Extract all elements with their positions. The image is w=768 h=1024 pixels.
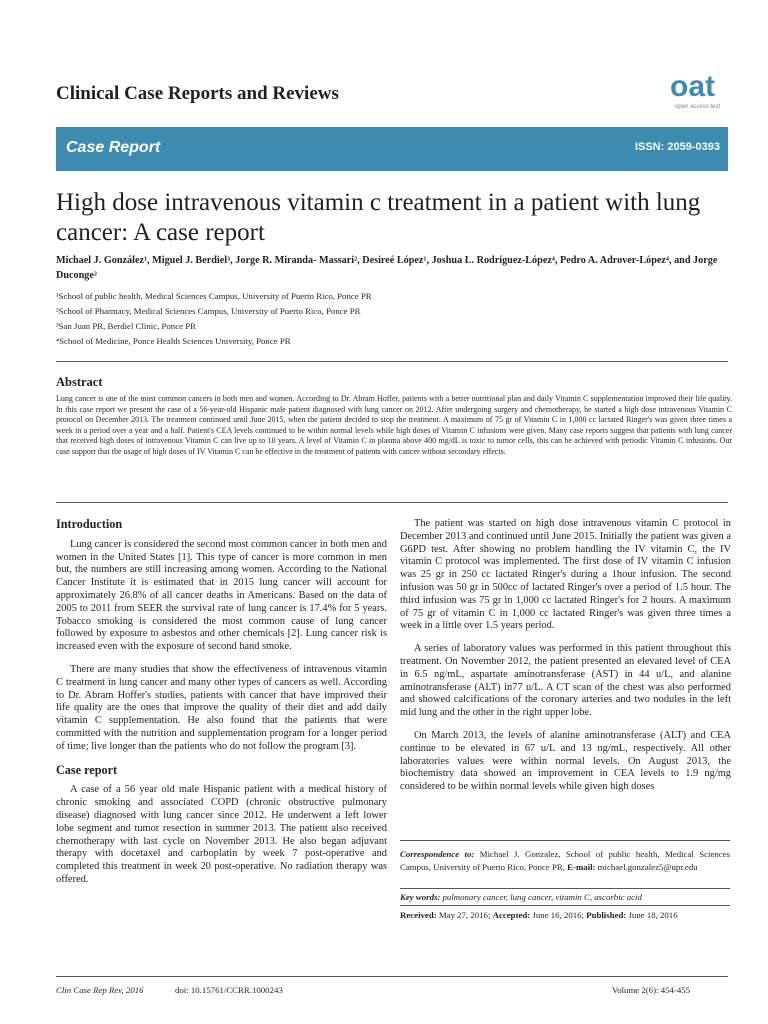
affiliation: ³San Juan PR, Berdiel Clinic, Ponce PR (56, 321, 196, 331)
article-title: High dose intravenous vitamin c treatment in a patient with lung cancer: A case report (56, 189, 701, 246)
keywords (400, 892, 730, 902)
affiliation: ²School of Pharmacy, Medical Sciences Campus, University of Puerto Rico, Ponce PR (56, 306, 361, 316)
correspondence-text: Michael J. Gonzalez, School of public health, Medical Sciences Campus, University of Puerto Rico, Ponce PR, (400, 849, 730, 872)
email-address[interactable]: michael.gonzalez5@upr.edu (595, 861, 698, 872)
paragraph: A case of a 56 year old male Hispanic patient with a medical history of chronic smoking and associated COPD (chronic obstructive pulmonary disease) diagnosed with lung cancer since 2012. He underwent a left lower lobe segment and tumor resection in summer 2013. The patient also received chemotherapy with last cycle on November 2013. He also began adjuvant therapy with docetaxel and carboplatin by week 7 post-operative and completed this treatment in week 20 post-operative. No radiation therapy was offered. (56, 784, 387, 885)
article-type: Case Report (66, 139, 161, 156)
correspondence-label: Correspondence to: (400, 849, 475, 859)
left-column (56, 518, 387, 897)
footer-volume: Volume 2(6): 454-455 (612, 985, 691, 995)
email-label: E-mail: (567, 861, 596, 872)
footer-doi: doi: 10.15761/CCRR.1000243 (175, 985, 283, 995)
publisher-logo (666, 66, 736, 112)
affiliation: ⁴School of Medicine, Ponce Health Sciences University, Ponce PR (56, 336, 291, 346)
received-date: May 27, 2016; (436, 910, 493, 920)
logo-subtitle: open access text (675, 104, 721, 110)
issn: ISSN: 2059-0393 (635, 141, 720, 153)
accepted-label: Accepted: (492, 910, 531, 920)
correspondence (400, 848, 730, 873)
right-column (400, 518, 731, 804)
paragraph: The patient was started on high dose intravenous vitamin C protocol in December 2013 and continued until June 2015. Initially the patient was given a G6PD test. After showing no problem handling the IV vitamin C, the IV vitamin C protocol was implemented. The first dose of IV vitamin C infusion was 25 gr in 250 cc lactated Ringer's during a 1hour infusion. The second infusion was 50 gr in 500cc of lactated Ringer's over a period of 1.5 hour. The third infusion was 75 gr in 1,000 cc lactated Ringer's for 2 hours. A maximum of 75 gr of vitamin C in 1,000 cc lactated Ringer's was given three times a week in a little over 1.5 years period. (400, 518, 731, 632)
divider (56, 361, 728, 362)
received-label: Received: (400, 910, 437, 920)
paragraph: On March 2013, the levels of alanine aminotransferase (ALT) and CEA continue to be elevated in 67 u/L and 13 ng/mL, respectively. All other laboratories values were within normal levels. On August 2013, the biochemistry data showed an improvement in CEA levels to 1.9 ng/mg considered to be within normal levels while given high doses (400, 729, 731, 793)
section-heading-introduction: Introduction (56, 517, 123, 531)
abstract-text: Lung cancer is one of the most common cancers in both men and women. According to Dr. Abram Hoffer, patients with a better nutritional plan and daily Vitamin C supplementation improved their life quality. In this case report we present the case of a 56-year-old Hispanic male patient diagnosed with lung cancer on 2012. After undergoing surgery and chemotherapy, he started a high dose intravenous Vitamin C protocol on December 2013. The treatment continued until June 2015, when the patient decided to stop the treatment. A maximum of 75 gr of Vitamin C in 1,000 cc lactated Ringer's was given three times a week in a period over a year and a half. Patient's CEA levels continued to be within normal levels while high doses of Vitamin C infusions were given. Many case reports suggest that patients with lung cancer that received high doses of intravenous Vitamin C can live up to 10 years. A level of Vitamin C in plasma above 400 mg/dL is toxic to tumor cells, this can be achieved with periodic Vitamin C infusions. Our case support that the usage of high doses of IV Vitamin C can be effective in the treatment of patients with cancer without secondary effects. (56, 394, 732, 456)
affiliations (56, 289, 728, 349)
footer-citation: Clin Case Rep Rev, 2016 (56, 985, 144, 995)
paragraph: There are many studies that show the effectiveness of intravenous vitamin C treatment in lung cancer and many other types of cancers as well. According to Dr. Abram Hoffer's studies, patients with cancer that have improved their life quality are the ones that improve the quality of their diet and add daily vitamin C supplementation. He also found that the patients that were committed with the nutrition and supplementation program for a longer period of time; live longer than the patients who do not follow the program [3]. (56, 663, 387, 752)
published-label: Published: (586, 910, 627, 920)
abstract-heading: Abstract (56, 375, 103, 389)
journal-title: Clinical Case Reports and Reviews (56, 83, 339, 104)
divider (400, 840, 730, 841)
section-heading-case-report: Case report (56, 762, 118, 777)
keywords-label: Key words: (400, 892, 441, 902)
footer-divider (56, 976, 728, 977)
published-date: June 18, 2016 (626, 910, 678, 920)
paragraph: Lung cancer is considered the second most common cancer in both men and women in the United States [1]. This type of cancer is more common in men but, the numbers are still increasing among women. According to the National Cancer Institute it is estimated that in 2015 lung cancer will account for approximately 26.8% of all cancer deaths in Americans. Based on the data of 2005 to 2011 from SEER the survival rate of lung cancer is 17.4% for 5 years. Tobacco smoking is considered the most common cause of lung cancer followed by exposure to asbestos and other chemicals [2]. Lung cancer risk is increased even with the exposure of second hand smoke. (56, 538, 387, 653)
divider (400, 905, 730, 906)
affiliation: ¹School of public health, Medical Sciences Campus, University of Puerto Rico, Ponce PR (56, 291, 372, 301)
article-type-banner (56, 127, 728, 171)
accepted-date: June 16, 2016; (530, 910, 587, 920)
author-list: Michael J. González¹, Miguel J. Berdiel³, Jorge R. Miranda- Massari², Desireé López¹, Joshua L. Rodríguez-López⁴, Pedro A. Adrover-López⁴, and Jorge Duconge² (56, 255, 718, 281)
keywords-text: pulmonary cancer, lung cancer, vitamin C, ascorbic acid (440, 892, 642, 902)
divider (400, 888, 730, 889)
logo-text: oat (670, 70, 715, 103)
paragraph: A series of laboratory values was performed in this patient throughout this treatment. On November 2012, the patient presented an elevated level of CEA in 6.5 ng/mL, aspartate aminotransferase (AST) in 44 u/L, and alanine aminotransferase (ALT) in77 u/L. A CT scan of the chest was also performed and showed calcifications of the coronary arteries and two nodules in the left mid lung and the other in the right upper lobe. (400, 643, 731, 719)
article-dates (400, 910, 730, 920)
divider (56, 502, 728, 503)
